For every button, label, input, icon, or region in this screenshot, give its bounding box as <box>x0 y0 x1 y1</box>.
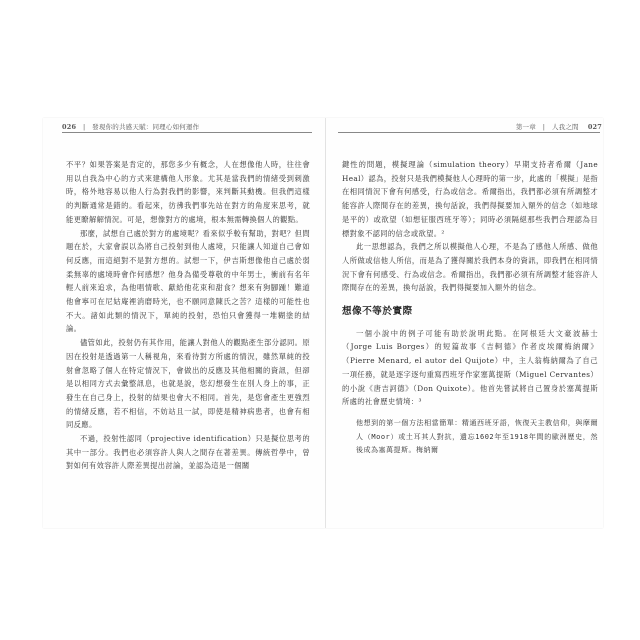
right-header-chapter-title: 人我之間 <box>551 123 579 131</box>
right-paragraph: 鍵性的問題，模擬理論（simulation theory）早期支持者希爾（Jane Heal）認為，投射只是我們模擬他人心理時的第一步，此處的「模擬」是指在相同情況下會有何感受，行為或信念。希爾指出，我們都必須有所調整才能容許人際間存在的差異，換句話說，我們得擬要加入額外的信念（如地球是平的）或欲望（如想征服西班牙等）；同時必須隔絕那些我們合理認為目標對象不認同的信念或欲望。² <box>342 160 598 238</box>
right-header-rule <box>338 132 600 133</box>
right-page-body <box>342 158 598 458</box>
right-header-chapter: 第一章 <box>515 123 536 131</box>
left-paragraph: 儘管如此，投射仍有其作用，能讓人對他人的觀點產生部分認同。原因在投射是透過第一人稱視角，來看待對方所處的情況，雖然單純的投射會忽略了個人在特定情況下，會做出的反應及其他相關的資訊，但卻是以相同方式去彙整訊息，也就是說，您幻想發生在別人身上的事，正發生在自己身上，投射的結果也會大不相同。首先，是您會產生更強烈的情緒反應，若不相信，不妨站且一試，即使是精神病患者，也會有相同反應。 <box>66 338 310 430</box>
left-paragraph: 不過，投射性認同（projective identification）只是擬位思考的其中一部分。我們也必須容許人與人之間存在著差異。傳統哲學中，曾對如何有效容許人際差異提出討論，並認為這是一個關 <box>66 434 310 471</box>
left-header-rule <box>62 132 312 133</box>
right-paragraph: 此一思想認為，我們之所以模擬他人心理，不是為了感他人所感、做他人所做或信他人所信，而是為了獲得關於我們本身的資訊，即我們在相同情況下會有何感受、行為或信念。希爾指出，我們都必須有所調整才能容許人際間存在的差異，換句話說，我們得擬要加入額外的信念。 <box>342 242 598 293</box>
block-quote: 他想到的第一個方法相當簡單：精通西班牙語，恢復天主教信仰，與摩爾人（Moor）或土耳其人對抗，遺忘1602年至1918年間的歐洲歷史，然後成為塞萬提斯。梅納爾 <box>356 418 598 455</box>
left-page-number: 026 <box>62 123 77 131</box>
left-page-body <box>66 158 310 473</box>
right-paragraph: 一個小說中的例子可能有助於說明此點。在阿根廷大文豪波赫士（Jorge Luis Borges）的短篇故事《吉軻德》作者皮埃爾梅納爾》（Pierre Menard, el autor del Quijote）中，主人翁梅納爾為了自己一項任務，就是逐字逐句重寫西班牙作家塞萬提斯（Miguel Cervantes）的小說《唐吉訶德》（Don Quixote）。他首先嘗試將自己置身於塞萬提斯所處的社會歷史情境：³ <box>342 328 598 407</box>
right-running-header: 第一章 | 人我之間 027 <box>515 123 602 131</box>
book-gutter <box>325 118 326 528</box>
left-header-title: 發現你的共感天賦：同理心如何運作 <box>92 123 200 131</box>
left-paragraph: 不平？如果答案是肯定的，那您多少有概念，人在想像他人時，往往會用以自我為中心的方式來建構他人形象。尤其是當我們的情緒受到刺激時，格外地容易以他人行為對我們的影響，來判斷其動機。但我們這樣的判斷通常是錯的。看起來，彷彿我們事先站在對方的角度來思考，就能更瞭解解情況。可是，想像對方的處境，根本無需轉換個人的觀點。 <box>66 160 310 224</box>
left-running-header: 026 | 發現你的共感天賦：同理心如何運作 <box>62 123 200 131</box>
right-page-number: 027 <box>587 123 602 131</box>
section-heading: 想像不等於實際 <box>342 306 413 318</box>
left-paragraph: 那麼，試想自己處於對方的處境呢？看來似乎較有幫助，對吧？但問題在於，大家會誤以為將自己投射到他人處境，只能讓人知道自己會如何反應，而這絕對不是對方想的。試想一下，伊吉斯想像他自己處於弱柔無辜的處境時會作何感想？他身為備受尊敬的中年男士，衝前有名年輕人前來追求，為他唱情歌、獻給他花束和甜食？想來有狗腳踵！難道他會寧可在尼姑庵裡消磨時光，也不願同意陳氏之苦？這樣的可能性也不大。諸如此類的情況下，單純的投射，恐怕只會獲得一堆糊塗的結論。 <box>66 228 310 334</box>
